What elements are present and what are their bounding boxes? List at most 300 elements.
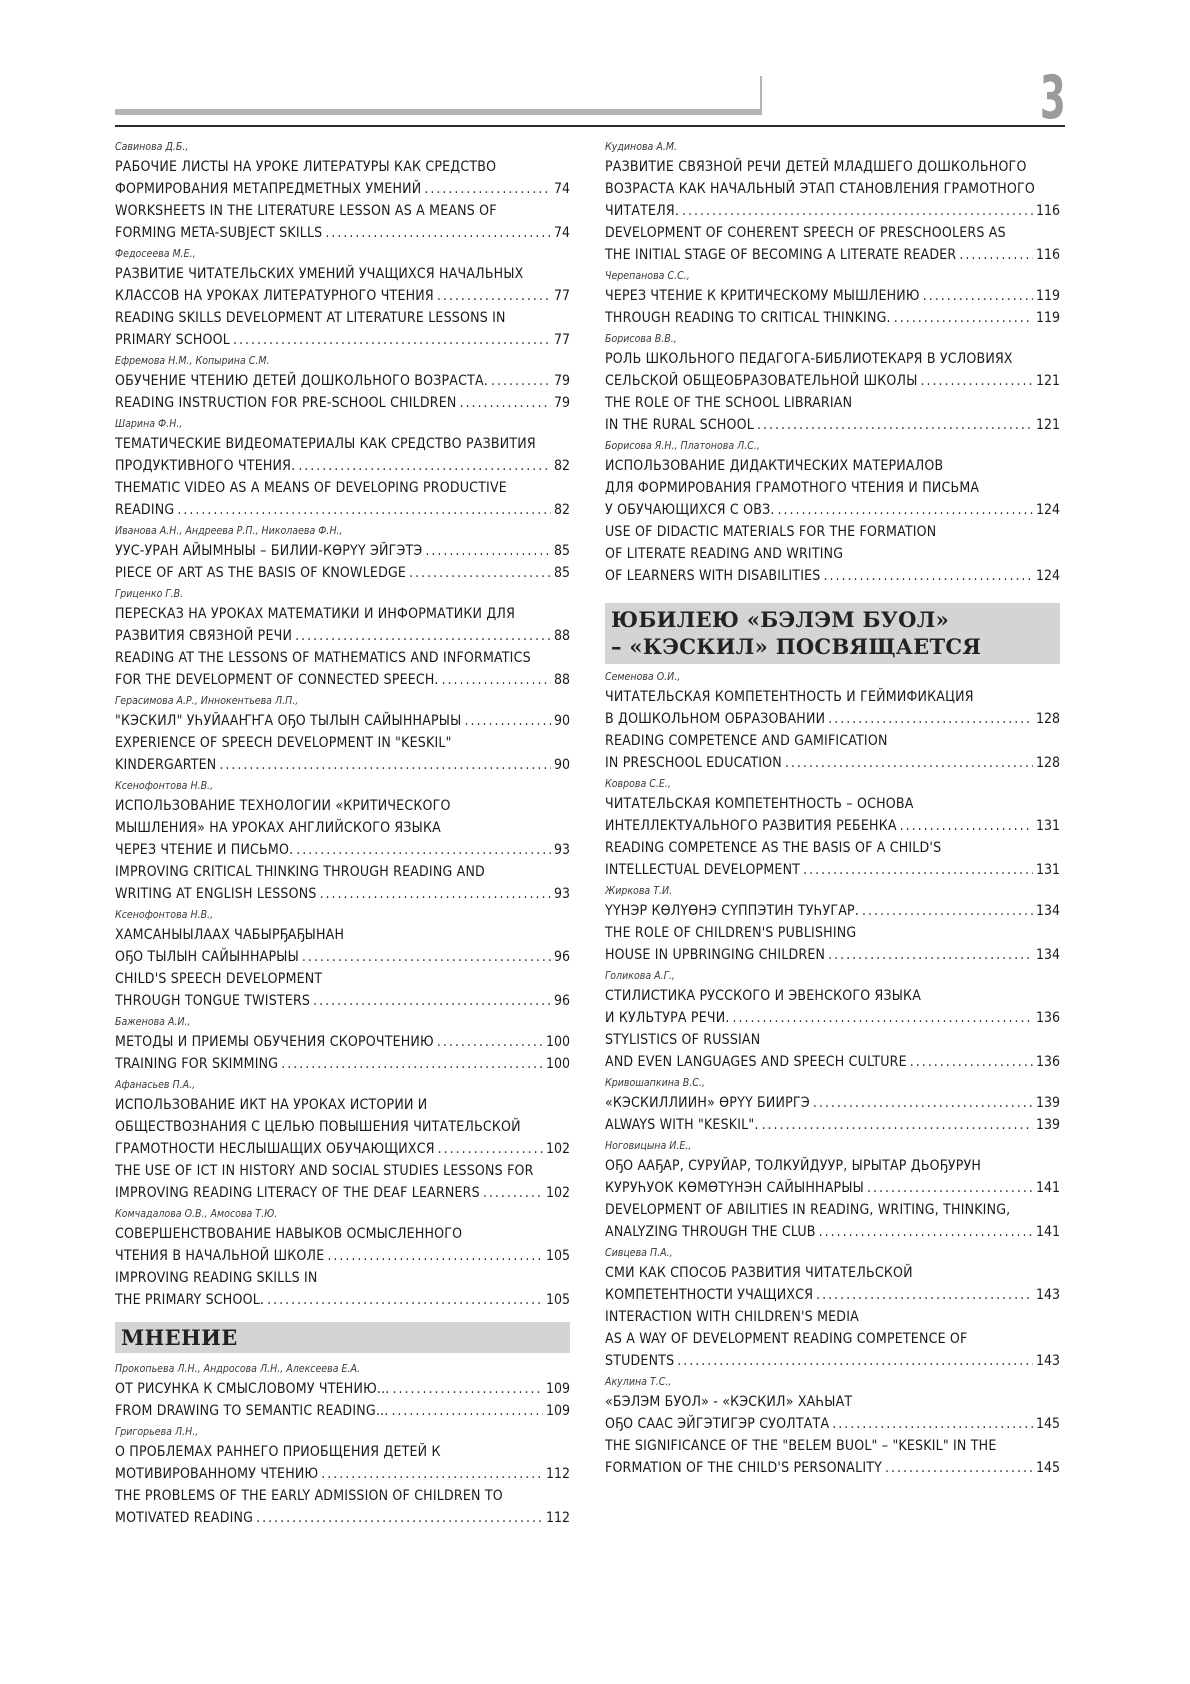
title-text: FROM DRAWING TO SEMANTIC READING... [115, 1403, 389, 1419]
page-ref: 88 [553, 672, 570, 688]
section-title: МНЕНИЕ [121, 1325, 238, 1350]
dot-leader [281, 1053, 543, 1075]
toc-entry-title-line[interactable] [115, 795, 570, 817]
toc-entry-authors: Кривошапкина В.С., [605, 1076, 705, 1089]
toc-entry-title-line[interactable] [115, 732, 570, 754]
page-ref: 145 [1035, 1416, 1060, 1432]
toc-entry-title-line[interactable] [115, 370, 570, 392]
toc-entry-title-line[interactable] [115, 392, 570, 414]
title-text: ПЕРЕСКАЗ НА УРОКАХ МАТЕМАТИКИ И ИНФОРМАТИКИ ДЛЯ [115, 606, 516, 622]
dot-leader [460, 392, 551, 414]
dot-leader [778, 499, 1033, 521]
title-text: ИСПОЛЬЗОВАНИЕ ТЕХНОЛОГИИ «КРИТИЧЕСКОГО [115, 798, 451, 814]
toc-entry-title-line[interactable] [605, 708, 1060, 730]
header-rule-dark [115, 125, 1065, 127]
toc-left-column [115, 138, 570, 1530]
toc-entry [605, 775, 1060, 881]
toc-entry-title-line[interactable] [605, 730, 1060, 752]
toc-entry-title-line[interactable] [115, 263, 570, 285]
toc-entry-title-line[interactable] [115, 178, 570, 200]
title-text: ЧЕРЕЗ ЧТЕНИЕ И ПИСЬМО. [115, 842, 294, 858]
page-ref: 105 [545, 1248, 570, 1264]
page-ref: 105 [545, 1292, 570, 1308]
toc-entry-title-line[interactable] [115, 625, 570, 647]
toc-entry-title-line[interactable] [115, 1031, 570, 1053]
toc-entry-title-line[interactable] [605, 285, 1060, 307]
title-text: READING INSTRUCTION FOR PRE-SCHOOL CHILDREN [115, 395, 457, 411]
dot-leader [437, 1031, 543, 1053]
toc-entry-authors: Коврова С.Е., [605, 777, 671, 790]
title-text: ИНТЕЛЛЕКТУАЛЬНОГО РАЗВИТИЯ РЕБЕНКА [605, 818, 897, 834]
toc-entry [115, 1013, 570, 1075]
title-text: В ДОШКОЛЬНОМ ОБРАЗОВАНИИ [605, 711, 826, 727]
toc-entry-title-line[interactable] [605, 1435, 1060, 1457]
toc-entry [115, 585, 570, 691]
title-text: ВОЗРАСТА КАК НАЧАЛЬНЫЙ ЭТАП СТАНОВЛЕНИЯ ГРАМОТНОГО [605, 181, 1036, 197]
title-text: КОМПЕТЕНТНОСТИ УЧАЩИХСЯ [605, 1287, 814, 1303]
page-ref: 74 [553, 225, 570, 241]
title-text: KINDERGARTEN [115, 757, 217, 773]
toc-entry [605, 1373, 1060, 1479]
toc-entry-title-line[interactable] [605, 1051, 1060, 1073]
title-text: OF LITERATE READING AND WRITING [605, 546, 844, 562]
title-text: ИСПОЛЬЗОВАНИЕ ДИДАКТИЧЕСКИХ МАТЕРИАЛОВ [605, 458, 944, 474]
toc-entry-title-line[interactable] [605, 244, 1060, 266]
toc-entry-title-line[interactable] [605, 156, 1060, 178]
toc-entry-title-line[interactable] [115, 285, 570, 307]
title-text: AS A WAY OF DEVELOPMENT READING COMPETENCE OF [605, 1331, 968, 1347]
title-text: МЕТОДЫ И ПРИЕМЫ ОБУЧЕНИЯ СКОРОЧТЕНИЮ [115, 1034, 434, 1050]
header-rule-gray [115, 109, 760, 115]
toc-entry-title-line[interactable] [605, 565, 1060, 587]
page-ref: 121 [1035, 373, 1060, 389]
toc-entry-title-line[interactable] [115, 562, 570, 584]
title-text: HOUSE IN UPBRINGING CHILDREN [605, 947, 826, 963]
dot-leader [409, 562, 551, 584]
toc-entry-title-line[interactable] [605, 837, 1060, 859]
toc-entry-title-line[interactable] [115, 307, 570, 329]
dot-leader [762, 1114, 1033, 1136]
toc-entry-title-line[interactable] [605, 455, 1060, 477]
toc-entry-title-line[interactable] [605, 1391, 1060, 1413]
toc-entry-title-line[interactable] [605, 815, 1060, 837]
title-text: КУРУҺУОК КӨМӨТҮНЭН САЙЫННАРЫЫ [605, 1180, 864, 1196]
title-text: ЧИТАТЕЛЬСКАЯ КОМПЕТЕНТНОСТЬ И ГЕЙМИФИКАЦИЯ [605, 689, 974, 705]
dot-leader [295, 625, 551, 647]
page-ref: 93 [553, 842, 570, 858]
page-ref: 102 [545, 1141, 570, 1157]
toc-entry-title-line[interactable] [115, 540, 570, 562]
toc-entry-title-line[interactable] [605, 370, 1060, 392]
title-text: КЛАССОВ НА УРОКАХ ЛИТЕРАТУРНОГО ЧТЕНИЯ [115, 288, 434, 304]
title-text: ИСПОЛЬЗОВАНИЕ ИКТ НА УРОКАХ ИСТОРИИ И [115, 1097, 428, 1113]
toc-entry-title-line[interactable] [115, 1053, 570, 1075]
dot-leader [682, 200, 1033, 222]
page-ref: 143 [1035, 1287, 1060, 1303]
page-ref: 124 [1035, 568, 1060, 584]
toc-entry [605, 138, 1060, 266]
page-ref: 131 [1035, 818, 1060, 834]
dot-leader [803, 859, 1033, 881]
toc-entry-title-line[interactable] [605, 543, 1060, 565]
dot-leader [733, 1007, 1033, 1029]
toc-entry [605, 1244, 1060, 1372]
page-ref: 128 [1035, 755, 1060, 771]
toc-entry-authors: Федосеева М.Е., [115, 247, 196, 260]
toc-entry-title-line[interactable] [115, 1289, 570, 1311]
page-ref: 143 [1035, 1353, 1060, 1369]
title-text: THE ROLE OF THE SCHOOL LIBRARIAN [605, 395, 853, 411]
toc-entry-title-line[interactable] [605, 348, 1060, 370]
toc-entry [115, 1423, 570, 1529]
dot-leader [923, 285, 1033, 307]
title-text: ЧТЕНИЯ В НАЧАЛЬНОЙ ШКОЛЕ [115, 1248, 325, 1264]
title-text: DEVELOPMENT OF COHERENT SPEECH OF PRESCHOOLERS AS [605, 225, 1006, 241]
toc-entry-title-line[interactable] [605, 1262, 1060, 1284]
title-text: ОТ РИСУНКА К СМЫСЛОВОМУ ЧТЕНИЮ... [115, 1381, 390, 1397]
title-text: DEVELOPMENT OF ABILITIES IN READING, WRITING, THINKING, [605, 1202, 1011, 1218]
title-text: ОҔО СААС ЭЙГЭТИГЭР СУОЛТАТА [605, 1416, 830, 1432]
toc-entry-authors: Ксенофонтова Н.В., [115, 779, 214, 792]
toc-entry-title-line[interactable] [115, 499, 570, 521]
title-text: ПРОДУКТИВНОГО ЧТЕНИЯ. [115, 458, 296, 474]
page-ref: 139 [1035, 1117, 1060, 1133]
toc-entry-title-line[interactable] [605, 392, 1060, 414]
title-text: IMPROVING READING LITERACY OF THE DEAF LEARNERS [115, 1185, 480, 1201]
page-ref: 134 [1035, 903, 1060, 919]
page-ref: 112 [545, 1510, 570, 1526]
dot-leader [921, 370, 1033, 392]
title-text: ФОРМИРОВАНИЯ МЕТАПРЕДМЕТНЫХ УМЕНИЙ [115, 181, 422, 197]
toc-entry-title-line[interactable] [115, 433, 570, 455]
toc-entry [605, 267, 1060, 329]
toc-entry-title-line[interactable] [605, 521, 1060, 543]
header-rule-tick [760, 76, 762, 115]
toc-entry-authors: Голикова А.Г., [605, 969, 675, 982]
dot-leader [325, 222, 551, 244]
page-ref: 100 [545, 1056, 570, 1072]
toc-entry-title-line[interactable] [605, 1199, 1060, 1221]
title-text: РОЛЬ ШКОЛЬНОГО ПЕДАГОГА-БИБЛИОТЕКАРЯ В УСЛОВИЯХ [605, 351, 1013, 367]
title-text: ЧЕРЕЗ ЧТЕНИЕ К КРИТИЧЕСКОМУ МЫШЛЕНИЮ [605, 288, 920, 304]
toc-section-entries [605, 668, 1060, 1479]
toc-entry-title-line[interactable] [115, 990, 570, 1012]
toc-entry-title-line[interactable] [605, 1413, 1060, 1435]
dot-leader [321, 1463, 543, 1485]
dot-leader [885, 1457, 1033, 1479]
title-text: PRIMARY SCHOOL [115, 332, 230, 348]
toc-entry-title-line[interactable] [115, 455, 570, 477]
toc-entry [115, 138, 570, 244]
dot-leader [491, 370, 551, 392]
title-text: STUDENTS [605, 1353, 675, 1369]
toc-entry-authors: Жиркова Т.И. [605, 884, 673, 897]
title-text: ЧИТАТЕЛЯ. [605, 203, 680, 219]
title-text: «БЭЛЭМ БУОЛ» - «КЭСКИЛ» ХАҺЫАТ [605, 1394, 853, 1410]
page-ref: 131 [1035, 862, 1060, 878]
toc-entry-title-line[interactable] [115, 1378, 570, 1400]
toc-entry [605, 882, 1060, 966]
page-ref: 96 [553, 949, 570, 965]
page-ref: 90 [553, 757, 570, 773]
title-text: ANALYZING THROUGH THE CLUB [605, 1224, 816, 1240]
title-text: READING SKILLS DEVELOPMENT AT LITERATURE LESSONS IN [115, 310, 506, 326]
toc-right-column [605, 138, 1060, 1480]
toc-entry-title-line[interactable] [605, 200, 1060, 222]
toc-entry-title-line[interactable] [115, 861, 570, 883]
title-text: THEMATIC VIDEO AS A MEANS OF DEVELOPING PRODUCTIVE [115, 480, 507, 496]
title-text: У ОБУЧАЮЩИХСЯ С ОВЗ. [605, 502, 775, 518]
title-text: ОҔО ТЫЛЫН САЙЫННАРЫЫ [115, 949, 299, 965]
title-text: РАЗВИТИЕ ЧИТАТЕЛЬСКИХ УМЕНИЙ УЧАЩИХСЯ НАЧАЛЬНЫХ [115, 266, 524, 282]
toc-entry-title-line[interactable] [115, 647, 570, 669]
page-ref: 119 [1035, 310, 1060, 326]
page-ref: 141 [1035, 1224, 1060, 1240]
title-text: РАЗВИТИЯ СВЯЗНОЙ РЕЧИ [115, 628, 293, 644]
toc-entry-title-line[interactable] [115, 1267, 570, 1289]
toc-entry-title-line[interactable] [115, 968, 570, 990]
dot-leader [900, 815, 1033, 837]
title-text: THE USE OF ICT IN HISTORY AND SOCIAL STUDIES LESSONS FOR [115, 1163, 534, 1179]
dot-leader [437, 285, 551, 307]
toc-entry-title-line[interactable] [115, 669, 570, 691]
page-ref: 136 [1035, 1054, 1060, 1070]
title-text: МОТИВИРОВАННОМУ ЧТЕНИЮ [115, 1466, 319, 1482]
toc-entry-title-line[interactable] [605, 922, 1060, 944]
title-text: OF LEARNERS WITH DISABILITIES [605, 568, 821, 584]
toc-entry-title-line[interactable] [605, 686, 1060, 708]
page-ref: 139 [1035, 1095, 1060, 1111]
toc-entry-authors: Сивцева П.А., [605, 1246, 673, 1259]
toc-entries [115, 138, 570, 1311]
toc-entry-title-line[interactable] [115, 222, 570, 244]
dot-leader [425, 540, 551, 562]
dot-leader [959, 244, 1033, 266]
title-text: ТЕМАТИЧЕСКИЕ ВИДЕОМАТЕРИАЛЫ КАК СРЕДСТВО РАЗВИТИЯ [115, 436, 536, 452]
title-text: РАБОЧИЕ ЛИСТЫ НА УРОКЕ ЛИТЕРАТУРЫ КАК СРЕДСТВО [115, 159, 497, 175]
toc-entry-title-line[interactable] [605, 752, 1060, 774]
title-text: THE SIGNIFICANCE OF THE "BELEM BUOL" – "KESKIL" IN THE [605, 1438, 997, 1454]
dot-leader [302, 946, 551, 968]
toc-entry-authors: Ноговицына И.Е., [605, 1139, 692, 1152]
title-text: ОҔО ААҔАР, СУРУЙАР, ТОЛКУЙДУУР, ЫРЫТАР ДЬОҔУРУН [605, 1158, 982, 1174]
page-ref: 116 [1035, 247, 1060, 263]
title-text: ОБЩЕСТВОЗНАНИЯ С ЦЕЛЬЮ ПОВЫШЕНИЯ ЧИТАТЕЛЬСКОЙ [115, 1119, 521, 1135]
toc-entry-title-line[interactable] [115, 1116, 570, 1138]
title-text: INTERACTION WITH CHILDREN'S MEDIA [605, 1309, 859, 1325]
toc-entry-title-line[interactable] [115, 1485, 570, 1507]
toc-entry-title-line[interactable] [115, 924, 570, 946]
dot-leader [894, 307, 1033, 329]
toc-entry-authors: Герасимова А.Р., Иннокентьева Л.П., [115, 694, 299, 707]
page-ref: 82 [553, 502, 570, 518]
dot-leader [320, 883, 551, 905]
title-text: READING [115, 502, 175, 518]
page-ref: 134 [1035, 947, 1060, 963]
section-heading-jubilee [605, 603, 1060, 664]
toc-entry-title-line[interactable] [115, 1507, 570, 1529]
page-ref: 145 [1035, 1460, 1060, 1476]
title-text: THE ROLE OF CHILDREN'S PUBLISHING [605, 925, 857, 941]
dot-leader [816, 1284, 1033, 1306]
title-text: УУС-УРАН АЙЫМНЫЫ – БИЛИИ-КӨРҮҮ ЭЙГЭТЭ [115, 543, 423, 559]
toc-entry-title-line[interactable] [115, 1138, 570, 1160]
toc-entry-title-line[interactable] [115, 883, 570, 905]
toc-entry-title-line[interactable] [605, 944, 1060, 966]
toc-entry-title-line[interactable] [115, 477, 570, 499]
dot-leader [256, 1507, 543, 1529]
dot-leader [233, 329, 551, 351]
title-text: IMPROVING READING SKILLS IN [115, 1270, 318, 1286]
title-text: И КУЛЬТУРА РЕЧИ. [605, 1010, 730, 1026]
page-ref: 90 [553, 713, 570, 729]
toc-entry-title-line[interactable] [605, 1350, 1060, 1372]
toc-entry-authors: Ефремова Н.М., Копырина С.М. [115, 354, 270, 367]
toc-entry [115, 1360, 570, 1422]
toc-entry-title-line[interactable] [605, 1457, 1060, 1479]
toc-entry-authors: Черепанова С.С., [605, 269, 690, 282]
toc-entry-authors: Акулина Т.С., [605, 1375, 672, 1388]
toc-entry-title-line[interactable] [115, 817, 570, 839]
page-ref: 77 [553, 288, 570, 304]
dot-leader [813, 1092, 1033, 1114]
toc-entry-title-line[interactable] [605, 477, 1060, 499]
toc-entry-title-line[interactable] [605, 793, 1060, 815]
toc-entry-title-line[interactable] [115, 1441, 570, 1463]
toc-entry-title-line[interactable] [605, 1284, 1060, 1306]
toc-entry-title-line[interactable] [115, 1463, 570, 1485]
toc-entry-authors: Комчадалова О.В., Амосова Т.Ю. [115, 1207, 278, 1220]
toc-entry-title-line[interactable] [605, 1221, 1060, 1243]
toc-entry-authors: Борисова Я.Н., Платонова Л.С., [605, 439, 760, 452]
toc-entry-title-line[interactable] [115, 710, 570, 732]
title-text: СТИЛИСТИКА РУССКОГО И ЭВЕНСКОГО ЯЗЫКА [605, 988, 922, 1004]
dot-leader [677, 1350, 1033, 1372]
title-text: THROUGH READING TO CRITICAL THINKING. [605, 310, 891, 326]
toc-entry-title-line[interactable] [115, 1245, 570, 1267]
title-text: FOR THE DEVELOPMENT OF CONNECTED SPEECH. [115, 672, 439, 688]
dot-leader [393, 1378, 543, 1400]
toc-entry-authors: Ксенофонтова Н.В., [115, 908, 214, 921]
toc-entry-title-line[interactable] [605, 307, 1060, 329]
dot-leader [819, 1221, 1033, 1243]
dot-leader [298, 455, 551, 477]
page-ref: 141 [1035, 1180, 1060, 1196]
title-text: THE INITIAL STAGE OF BECOMING A LITERATE READER [605, 247, 957, 263]
toc-entry-title-line[interactable] [605, 178, 1060, 200]
toc-entry-title-line[interactable] [605, 1114, 1060, 1136]
toc-entry [115, 1076, 570, 1204]
toc-entry-title-line[interactable] [605, 1155, 1060, 1177]
page-ref: 119 [1035, 288, 1060, 304]
toc-entries [605, 138, 1060, 587]
dot-leader [867, 1177, 1033, 1199]
toc-entry-title-line[interactable] [115, 329, 570, 351]
toc-entry-title-line[interactable] [115, 946, 570, 968]
title-text: IMPROVING CRITICAL THINKING THROUGH READING AND [115, 864, 485, 880]
toc-entry-title-line[interactable] [115, 1400, 570, 1422]
toc-entry-authors: Семенова О.И., [605, 670, 681, 683]
toc-entry-authors: Кудинова А.М. [605, 140, 678, 153]
toc-entry-authors: Савинова Д.Б., [115, 140, 189, 153]
toc-entry [115, 522, 570, 584]
title-text: СЕЛЬСКОЙ ОБЩЕОБРАЗОВАТЕЛЬНОЙ ШКОЛЫ [605, 373, 918, 389]
toc-entry-title-line[interactable] [605, 900, 1060, 922]
title-text: STYLISTICS OF RUSSIAN [605, 1032, 761, 1048]
toc-entry-authors: Афанасьев П.А., [115, 1078, 196, 1091]
toc-entry-title-line[interactable] [605, 859, 1060, 881]
title-text: THE PRIMARY SCHOOL. [115, 1292, 265, 1308]
dot-leader [828, 708, 1033, 730]
title-text: ОБУЧЕНИЕ ЧТЕНИЮ ДЕТЕЙ ДОШКОЛЬНОГО ВОЗРАСТА. [115, 373, 489, 389]
page-ref: 128 [1035, 711, 1060, 727]
toc-entry-title-line[interactable] [115, 200, 570, 222]
toc-entry-title-line[interactable] [115, 1160, 570, 1182]
page-ref: 74 [553, 181, 570, 197]
page-ref: 85 [553, 543, 570, 559]
toc-entry-title-line[interactable] [605, 1306, 1060, 1328]
page-ref: 116 [1035, 203, 1060, 219]
toc-entry [115, 777, 570, 905]
title-text: READING AT THE LESSONS OF MATHEMATICS AND INFORMATICS [115, 650, 531, 666]
dot-leader [832, 1413, 1033, 1435]
title-text: ГРАМОТНОСТИ НЕСЛЫШАЩИХ ОБУЧАЮЩИХСЯ [115, 1141, 435, 1157]
toc-entry-title-line[interactable] [605, 1029, 1060, 1051]
toc-entry-title-line[interactable] [115, 839, 570, 861]
title-text: USE OF DIDACTIC MATERIALS FOR THE FORMATION [605, 524, 937, 540]
title-text: ҮҮНЭР КӨЛҮӨНЭ СҮППЭТИН ТУҺУГАР. [605, 903, 860, 919]
toc-entry-title-line[interactable] [115, 1223, 570, 1245]
toc-entry [605, 437, 1060, 587]
toc-entry-title-line[interactable] [605, 222, 1060, 244]
toc-entry [115, 415, 570, 521]
section-heading-mnenie [115, 1322, 570, 1353]
title-text: CHILD'S SPEECH DEVELOPMENT [115, 971, 323, 987]
toc-entry-title-line[interactable] [115, 754, 570, 776]
title-text: READING COMPETENCE AS THE BASIS OF A CHILD'S [605, 840, 942, 856]
dot-leader [424, 178, 551, 200]
dot-leader [442, 669, 551, 691]
page-ref: 109 [545, 1403, 570, 1419]
toc-entry-title-line[interactable] [605, 1177, 1060, 1199]
title-text: ХАМСАНЫЫЛААХ ЧАБЫРҔАҔЫНАН [115, 927, 345, 943]
page-ref: 100 [545, 1034, 570, 1050]
title-text: THROUGH TONGUE TWISTERS [115, 993, 311, 1009]
toc-entry-title-line[interactable] [605, 499, 1060, 521]
toc-entry [605, 330, 1060, 436]
section-title-line1: ЮБИЛЕЮ «БЭЛЭМ БУОЛ» [611, 607, 950, 632]
title-text: WORKSHEETS IN THE LITERATURE LESSON AS A MEANS OF [115, 203, 497, 219]
dot-leader [177, 499, 551, 521]
toc-entry-title-line[interactable] [605, 1007, 1060, 1029]
toc-entry [605, 967, 1060, 1073]
title-text: PIECE OF ART AS THE BASIS OF KNOWLEDGE [115, 565, 407, 581]
toc-entry-authors: Шарина Ф.Н., [115, 417, 183, 430]
title-text: WRITING AT ENGLISH LESSONS [115, 886, 317, 902]
toc-entry-title-line[interactable] [115, 603, 570, 625]
toc-entry-title-line[interactable] [115, 156, 570, 178]
toc-entry-title-line[interactable] [115, 1094, 570, 1116]
toc-entry-title-line[interactable] [605, 414, 1060, 436]
page-ref: 79 [553, 373, 570, 389]
toc-entry-title-line[interactable] [605, 1328, 1060, 1350]
toc-entry-title-line[interactable] [115, 1182, 570, 1204]
title-text: FORMING META-SUBJECT SKILLS [115, 225, 323, 241]
toc-entry [115, 906, 570, 1012]
dot-leader [391, 1400, 543, 1422]
toc-entry-title-line[interactable] [605, 1092, 1060, 1114]
toc-entry-title-line[interactable] [605, 985, 1060, 1007]
